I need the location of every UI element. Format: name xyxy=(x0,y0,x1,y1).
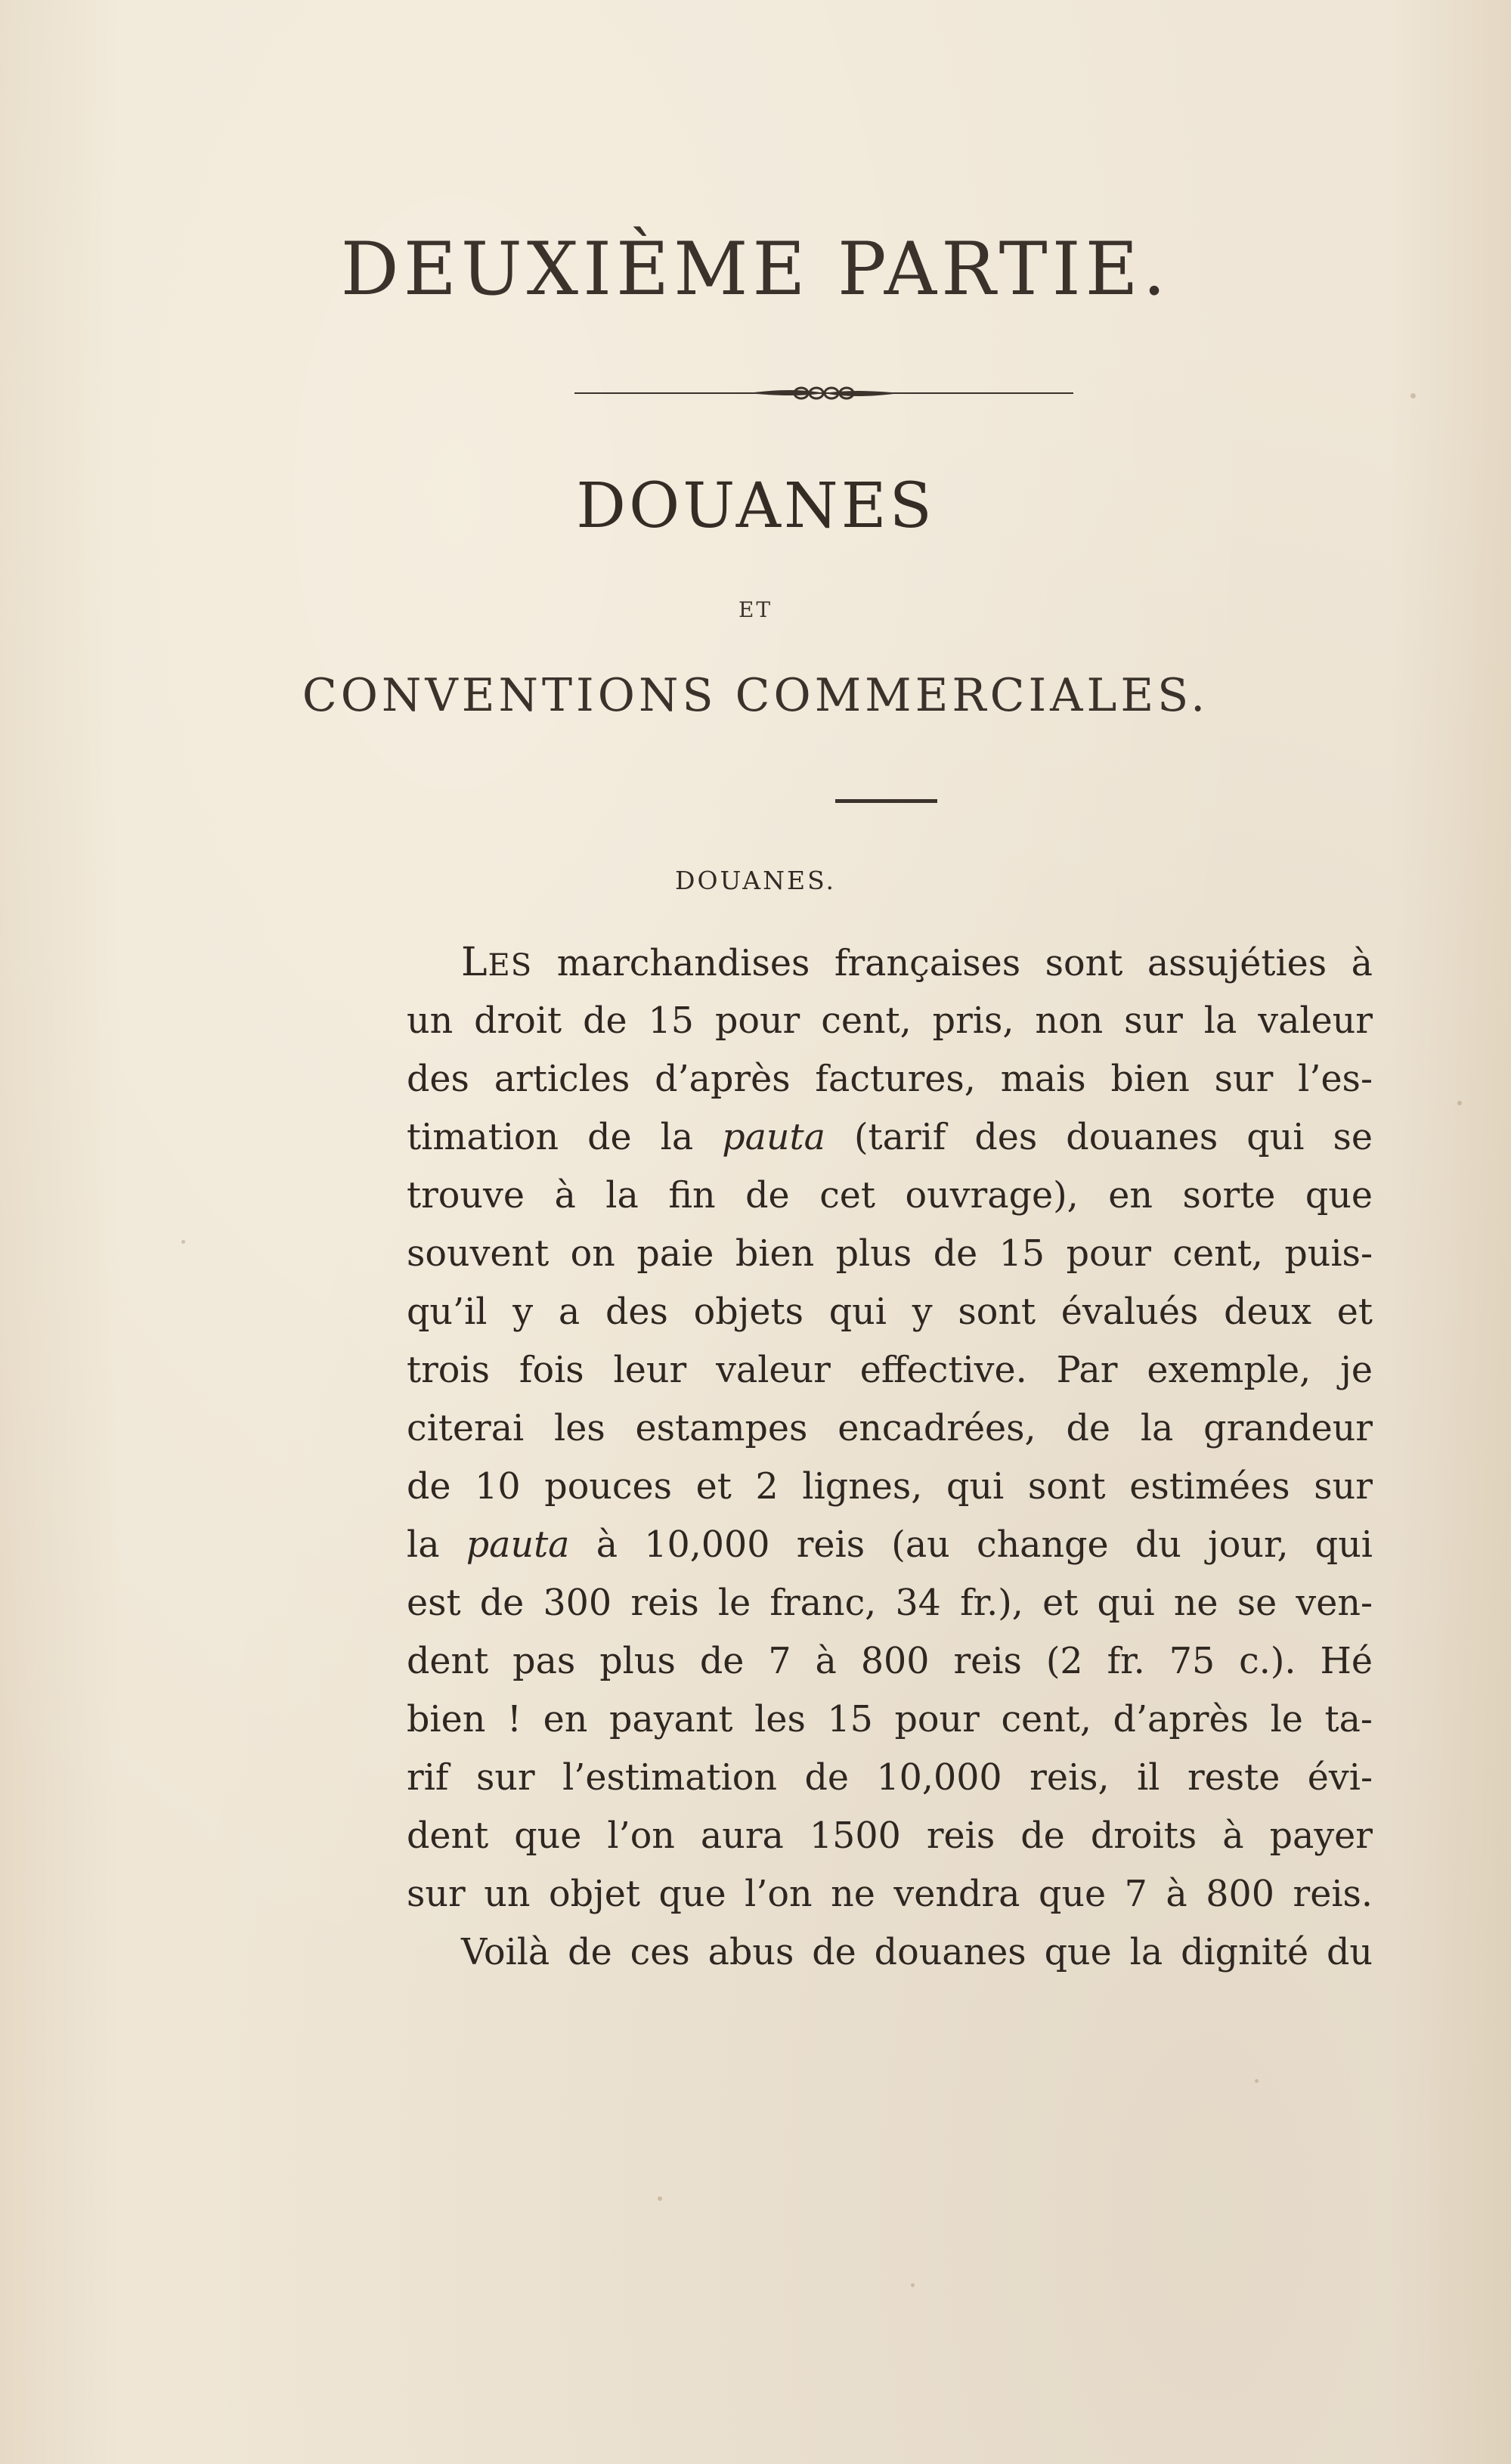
text-line: sur un objet que l’on ne vendra que 7 à 800 reis. xyxy=(407,1874,1373,1915)
text-line: LES marchandises françaises sont assujéties à xyxy=(461,940,1373,985)
text-line: trois fois leur valeur effective. Par exemple, je xyxy=(407,1350,1373,1391)
small-caps-opening: LES xyxy=(461,940,533,985)
text-line: des articles d’après factures, mais bien sur l’es- xyxy=(407,1058,1373,1100)
italic-term: pauta xyxy=(466,1524,570,1566)
text-line: est de 300 reis le franc, 34 fr.), et qui ne se ven- xyxy=(407,1582,1373,1624)
text-line: dent que l’on aura 1500 reis de droits à payer xyxy=(407,1815,1373,1857)
paper-speck xyxy=(181,1240,185,1244)
body-text xyxy=(407,934,1373,1982)
subsection-heading: DOUANES. xyxy=(674,866,837,895)
text-line: citerai les estampes encadrées, de la grandeur xyxy=(407,1408,1373,1449)
paper-speck xyxy=(1457,1101,1462,1105)
text-line: trouve à la fin de cet ouvrage), en sorte que xyxy=(407,1175,1373,1217)
short-divider-rule xyxy=(835,799,937,803)
text-line: qu’il y a des objets qui y sont évalués deux et xyxy=(407,1291,1373,1333)
paper-speck xyxy=(658,2196,662,2201)
text-line: de 10 pouces et 2 lignes, qui sont estimées sur xyxy=(407,1466,1373,1508)
section-subtitle: CONVENTIONS COMMERCIALES. xyxy=(302,669,1209,722)
paper-speck xyxy=(911,2283,915,2287)
paper-speck xyxy=(1255,2079,1259,2083)
italic-term: pauta xyxy=(722,1117,825,1158)
section-title: DOUANES xyxy=(576,470,935,542)
text-line: Voilà de ces abus de douanes que la dignité du xyxy=(461,1932,1373,1973)
paper-speck xyxy=(1410,393,1416,398)
text-line: dent pas plus de 7 à 800 reis (2 fr. 75 c.). Hé xyxy=(407,1641,1373,1682)
text-line: la pauta à 10,000 reis (au change du jour, qui xyxy=(407,1524,1373,1566)
text-line: souvent on paie bien plus de 15 pour cent, puis- xyxy=(407,1233,1373,1275)
text-line: timation de la pauta (tarif des douanes qui se xyxy=(407,1117,1373,1158)
decorative-rule-ornament xyxy=(559,378,1088,408)
part-title: DEUXIÈME PARTIE. xyxy=(340,227,1171,311)
title-conjunction: ET xyxy=(738,597,773,622)
text-line: bien ! en payant les 15 pour cent, d’après le ta- xyxy=(407,1699,1373,1740)
text-line: rif sur l’estimation de 10,000 reis, il reste évi- xyxy=(407,1757,1373,1799)
text-line: un droit de 15 pour cent, pris, non sur la valeur xyxy=(407,1000,1373,1042)
